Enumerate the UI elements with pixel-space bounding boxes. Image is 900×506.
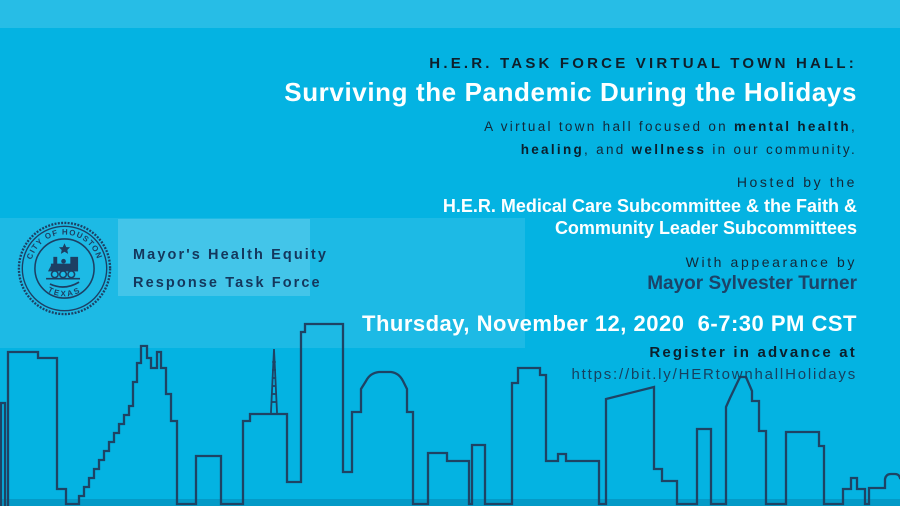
description-text: , and (584, 142, 632, 157)
city-of-houston-seal-icon (16, 220, 113, 317)
description-highlight: mental health (734, 119, 851, 134)
event-title: Surviving the Pandemic During the Holidays (284, 77, 857, 107)
description-text: A virtual town hall focused on (484, 119, 735, 134)
seal-arc-top-text: CITY OF HOUSTON (24, 227, 105, 261)
seal-locomotive-icon (46, 257, 80, 287)
event-datetime: Thursday, November 12, 2020 6-7:30 PM CST (362, 311, 857, 336)
appearance-label: With appearance by (685, 254, 857, 270)
register-label: Register in advance at (649, 344, 857, 361)
top-color-band (0, 0, 900, 28)
hosted-by-label: Hosted by the (736, 174, 857, 190)
description-highlight: healing (520, 142, 585, 157)
event-description-line2 (521, 138, 857, 161)
seal-star-icon (59, 243, 70, 254)
event-details (284, 55, 857, 383)
registration-url: https://bit.ly/HERtownhallHolidays (571, 366, 857, 383)
event-kicker: H.E.R. TASK FORCE VIRTUAL TOWN HALL: (429, 55, 857, 72)
event-description-line1 (484, 115, 857, 138)
appearance-name: Mayor Sylvester Turner (647, 273, 857, 294)
host-committees-line2: Community Leader Subcommittees (554, 218, 857, 238)
description-highlight: wellness (631, 142, 707, 157)
org-name-line2: Response Task Force (133, 275, 322, 291)
description-text: , (850, 119, 857, 134)
description-text: in our community. (706, 142, 857, 157)
org-name-line1: Mayor's Health Equity (133, 247, 328, 263)
seal-arc-bottom-text: TEXAS (46, 285, 83, 299)
host-committees-line1: H.E.R. Medical Care Subcommittee & the Faith & (442, 196, 857, 216)
